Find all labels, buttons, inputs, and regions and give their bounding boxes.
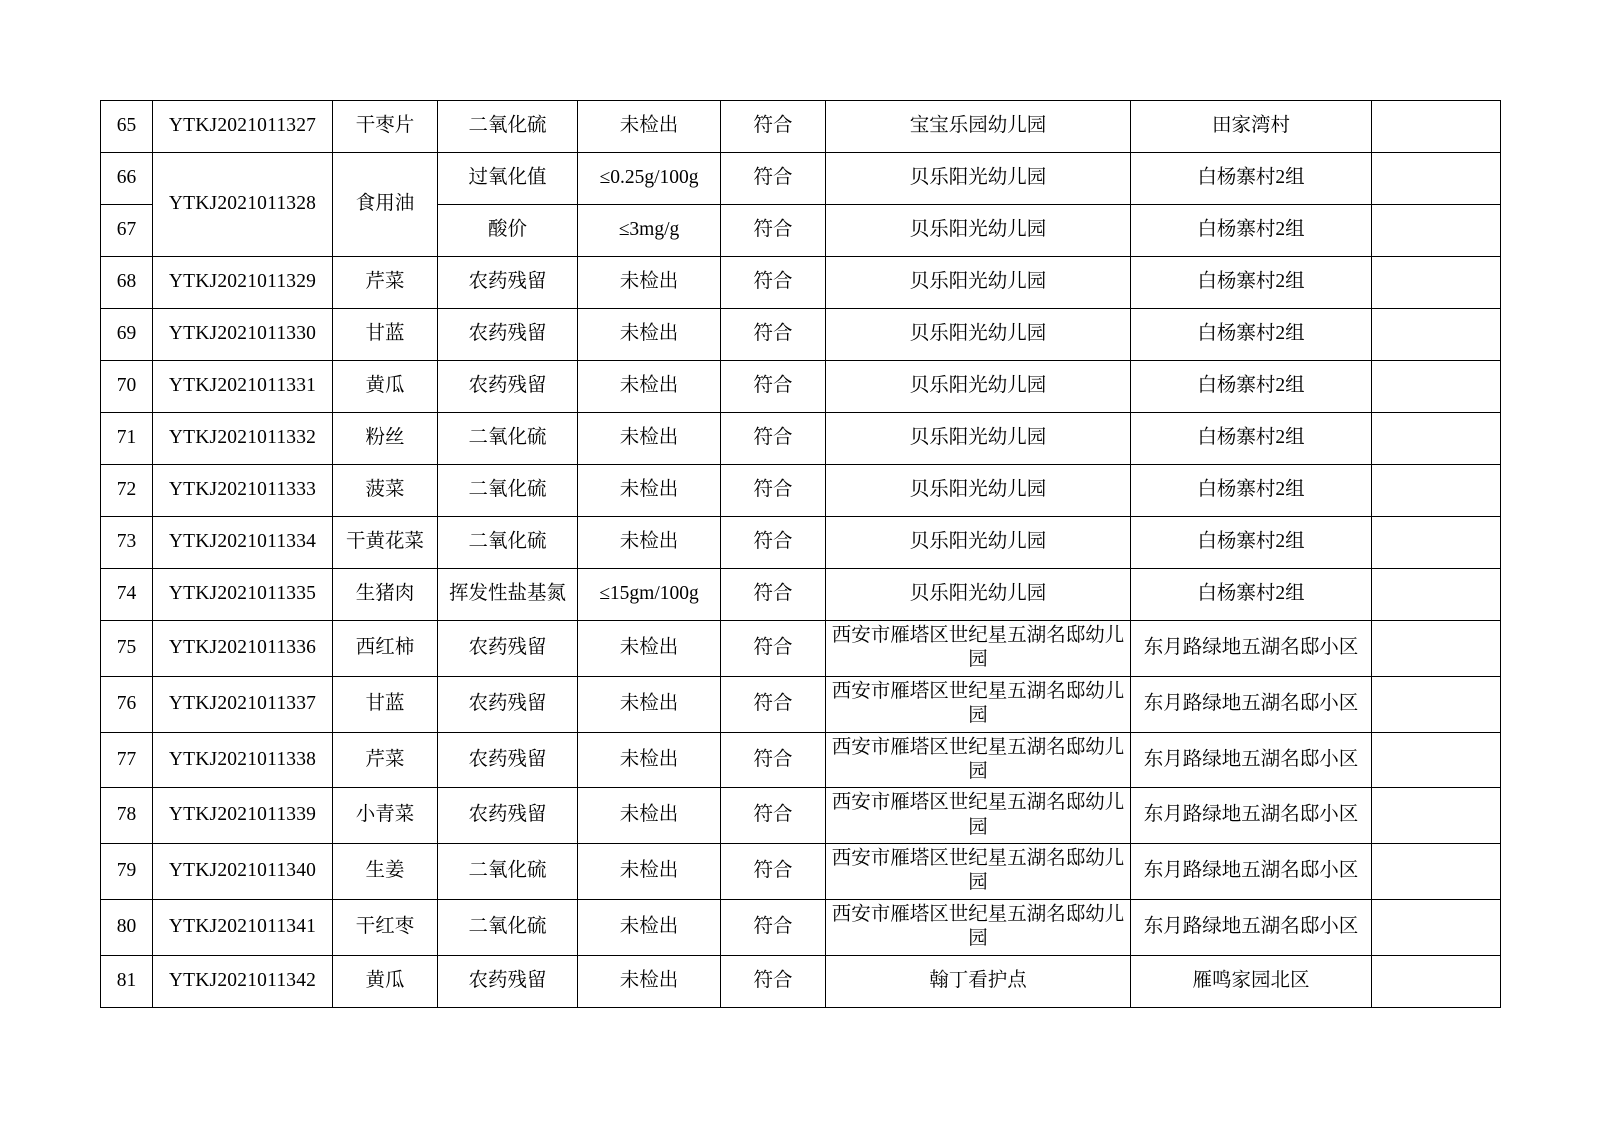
cell-code: YTKJ2021011337	[153, 676, 333, 732]
cell-result: 未检出	[578, 517, 721, 569]
cell-judge: 符合	[721, 413, 826, 465]
cell-remark	[1372, 101, 1501, 153]
cell-result: 未检出	[578, 955, 721, 1007]
cell-unit: 贝乐阳光幼儿园	[826, 153, 1131, 205]
cell-item: 生猪肉	[333, 569, 438, 621]
cell-item: 黄瓜	[333, 955, 438, 1007]
cell-code: YTKJ2021011334	[153, 517, 333, 569]
cell-test: 二氧化硫	[438, 465, 578, 517]
cell-address: 白杨寨村2组	[1131, 569, 1372, 621]
cell-result: 未检出	[578, 413, 721, 465]
cell-unit: 西安市雁塔区世纪星五湖名邸幼儿园	[826, 844, 1131, 900]
cell-result: 未检出	[578, 309, 721, 361]
cell-test: 农药残留	[438, 676, 578, 732]
cell-no: 68	[101, 257, 153, 309]
cell-unit: 宝宝乐园幼儿园	[826, 101, 1131, 153]
cell-remark	[1372, 844, 1501, 900]
cell-code: YTKJ2021011328	[153, 153, 333, 257]
cell-code: YTKJ2021011336	[153, 621, 333, 677]
cell-address: 东月路绿地五湖名邸小区	[1131, 732, 1372, 788]
cell-address: 白杨寨村2组	[1131, 205, 1372, 257]
cell-result: 未检出	[578, 361, 721, 413]
cell-no: 73	[101, 517, 153, 569]
table-row	[101, 257, 1501, 309]
cell-remark	[1372, 569, 1501, 621]
cell-address: 田家湾村	[1131, 101, 1372, 153]
cell-code: YTKJ2021011327	[153, 101, 333, 153]
cell-result: ≤3mg/g	[578, 205, 721, 257]
cell-judge: 符合	[721, 899, 826, 955]
cell-code: YTKJ2021011342	[153, 955, 333, 1007]
cell-item: 芹菜	[333, 732, 438, 788]
cell-code: YTKJ2021011330	[153, 309, 333, 361]
cell-unit: 西安市雁塔区世纪星五湖名邸幼儿园	[826, 732, 1131, 788]
cell-code: YTKJ2021011329	[153, 257, 333, 309]
cell-address: 白杨寨村2组	[1131, 361, 1372, 413]
cell-judge: 符合	[721, 844, 826, 900]
cell-item: 食用油	[333, 153, 438, 257]
cell-code: YTKJ2021011333	[153, 465, 333, 517]
cell-address: 白杨寨村2组	[1131, 309, 1372, 361]
cell-test: 农药残留	[438, 732, 578, 788]
table-row	[101, 676, 1501, 732]
cell-no: 78	[101, 788, 153, 844]
cell-result: 未检出	[578, 465, 721, 517]
cell-address: 白杨寨村2组	[1131, 153, 1372, 205]
cell-address: 东月路绿地五湖名邸小区	[1131, 621, 1372, 677]
cell-remark	[1372, 205, 1501, 257]
table-row	[101, 899, 1501, 955]
cell-result: ≤15gm/100g	[578, 569, 721, 621]
cell-result: 未检出	[578, 101, 721, 153]
cell-test: 二氧化硫	[438, 413, 578, 465]
table-row	[101, 465, 1501, 517]
cell-test: 农药残留	[438, 955, 578, 1007]
cell-result: 未检出	[578, 257, 721, 309]
cell-no: 79	[101, 844, 153, 900]
cell-no: 77	[101, 732, 153, 788]
cell-no: 81	[101, 955, 153, 1007]
cell-test: 农药残留	[438, 621, 578, 677]
cell-judge: 符合	[721, 517, 826, 569]
cell-unit: 西安市雁塔区世纪星五湖名邸幼儿园	[826, 621, 1131, 677]
cell-address: 白杨寨村2组	[1131, 465, 1372, 517]
cell-address: 白杨寨村2组	[1131, 517, 1372, 569]
cell-code: YTKJ2021011341	[153, 899, 333, 955]
cell-test: 农药残留	[438, 257, 578, 309]
cell-test: 农药残留	[438, 361, 578, 413]
cell-test: 二氧化硫	[438, 101, 578, 153]
cell-test: 过氧化值	[438, 153, 578, 205]
cell-item: 菠菜	[333, 465, 438, 517]
cell-test: 挥发性盐基氮	[438, 569, 578, 621]
cell-code: YTKJ2021011338	[153, 732, 333, 788]
cell-result: 未检出	[578, 844, 721, 900]
cell-address: 东月路绿地五湖名邸小区	[1131, 844, 1372, 900]
cell-no: 74	[101, 569, 153, 621]
cell-item: 干黄花菜	[333, 517, 438, 569]
cell-remark	[1372, 257, 1501, 309]
cell-judge: 符合	[721, 732, 826, 788]
cell-no: 76	[101, 676, 153, 732]
table-row	[101, 413, 1501, 465]
cell-address: 白杨寨村2组	[1131, 257, 1372, 309]
cell-remark	[1372, 309, 1501, 361]
table-row	[101, 844, 1501, 900]
cell-result: ≤0.25g/100g	[578, 153, 721, 205]
cell-unit: 西安市雁塔区世纪星五湖名邸幼儿园	[826, 676, 1131, 732]
cell-address: 白杨寨村2组	[1131, 413, 1372, 465]
cell-result: 未检出	[578, 732, 721, 788]
cell-no: 71	[101, 413, 153, 465]
table-row	[101, 621, 1501, 677]
cell-remark	[1372, 465, 1501, 517]
cell-item: 生姜	[333, 844, 438, 900]
cell-test: 酸价	[438, 205, 578, 257]
cell-unit: 贝乐阳光幼儿园	[826, 361, 1131, 413]
cell-no: 75	[101, 621, 153, 677]
cell-test: 农药残留	[438, 788, 578, 844]
cell-no: 72	[101, 465, 153, 517]
cell-unit: 西安市雁塔区世纪星五湖名邸幼儿园	[826, 899, 1131, 955]
cell-result: 未检出	[578, 788, 721, 844]
table-row	[101, 517, 1501, 569]
cell-item: 粉丝	[333, 413, 438, 465]
cell-result: 未检出	[578, 899, 721, 955]
cell-judge: 符合	[721, 955, 826, 1007]
cell-unit: 贝乐阳光幼儿园	[826, 413, 1131, 465]
cell-unit: 贝乐阳光幼儿园	[826, 205, 1131, 257]
cell-address: 雁鸣家园北区	[1131, 955, 1372, 1007]
cell-judge: 符合	[721, 257, 826, 309]
cell-remark	[1372, 413, 1501, 465]
cell-judge: 符合	[721, 153, 826, 205]
cell-remark	[1372, 676, 1501, 732]
cell-no: 69	[101, 309, 153, 361]
cell-judge: 符合	[721, 205, 826, 257]
cell-result: 未检出	[578, 621, 721, 677]
cell-judge: 符合	[721, 309, 826, 361]
cell-item: 甘蓝	[333, 676, 438, 732]
cell-code: YTKJ2021011339	[153, 788, 333, 844]
cell-remark	[1372, 361, 1501, 413]
table-row	[101, 361, 1501, 413]
cell-unit: 西安市雁塔区世纪星五湖名邸幼儿园	[826, 788, 1131, 844]
cell-no: 66	[101, 153, 153, 205]
cell-result: 未检出	[578, 676, 721, 732]
cell-judge: 符合	[721, 569, 826, 621]
inspection-results-table	[100, 100, 1501, 1008]
cell-judge: 符合	[721, 361, 826, 413]
cell-item: 小青菜	[333, 788, 438, 844]
cell-unit: 贝乐阳光幼儿园	[826, 517, 1131, 569]
cell-no: 70	[101, 361, 153, 413]
cell-item: 干枣片	[333, 101, 438, 153]
cell-code: YTKJ2021011331	[153, 361, 333, 413]
cell-judge: 符合	[721, 676, 826, 732]
cell-item: 芹菜	[333, 257, 438, 309]
cell-code: YTKJ2021011335	[153, 569, 333, 621]
cell-address: 东月路绿地五湖名邸小区	[1131, 676, 1372, 732]
table-row	[101, 788, 1501, 844]
cell-item: 甘蓝	[333, 309, 438, 361]
cell-judge: 符合	[721, 101, 826, 153]
cell-no: 65	[101, 101, 153, 153]
inspection-results-table-wrapper	[100, 100, 1500, 1008]
cell-test: 二氧化硫	[438, 844, 578, 900]
cell-judge: 符合	[721, 788, 826, 844]
cell-test: 农药残留	[438, 309, 578, 361]
cell-remark	[1372, 955, 1501, 1007]
cell-unit: 贝乐阳光幼儿园	[826, 309, 1131, 361]
cell-address: 东月路绿地五湖名邸小区	[1131, 788, 1372, 844]
cell-remark	[1372, 788, 1501, 844]
cell-test: 二氧化硫	[438, 899, 578, 955]
table-row	[101, 153, 1501, 205]
cell-remark	[1372, 899, 1501, 955]
cell-no: 80	[101, 899, 153, 955]
cell-judge: 符合	[721, 621, 826, 677]
cell-item: 干红枣	[333, 899, 438, 955]
cell-remark	[1372, 621, 1501, 677]
cell-remark	[1372, 732, 1501, 788]
cell-test: 二氧化硫	[438, 517, 578, 569]
cell-unit: 贝乐阳光幼儿园	[826, 465, 1131, 517]
cell-remark	[1372, 153, 1501, 205]
cell-code: YTKJ2021011332	[153, 413, 333, 465]
cell-remark	[1372, 517, 1501, 569]
table-row	[101, 309, 1501, 361]
cell-item: 西红柿	[333, 621, 438, 677]
cell-item: 黄瓜	[333, 361, 438, 413]
cell-unit: 贝乐阳光幼儿园	[826, 257, 1131, 309]
cell-unit: 翰丁看护点	[826, 955, 1131, 1007]
table-row	[101, 569, 1501, 621]
cell-unit: 贝乐阳光幼儿园	[826, 569, 1131, 621]
cell-no: 67	[101, 205, 153, 257]
cell-code: YTKJ2021011340	[153, 844, 333, 900]
cell-judge: 符合	[721, 465, 826, 517]
table-row	[101, 732, 1501, 788]
table-row	[101, 955, 1501, 1007]
cell-address: 东月路绿地五湖名邸小区	[1131, 899, 1372, 955]
table-row	[101, 101, 1501, 153]
